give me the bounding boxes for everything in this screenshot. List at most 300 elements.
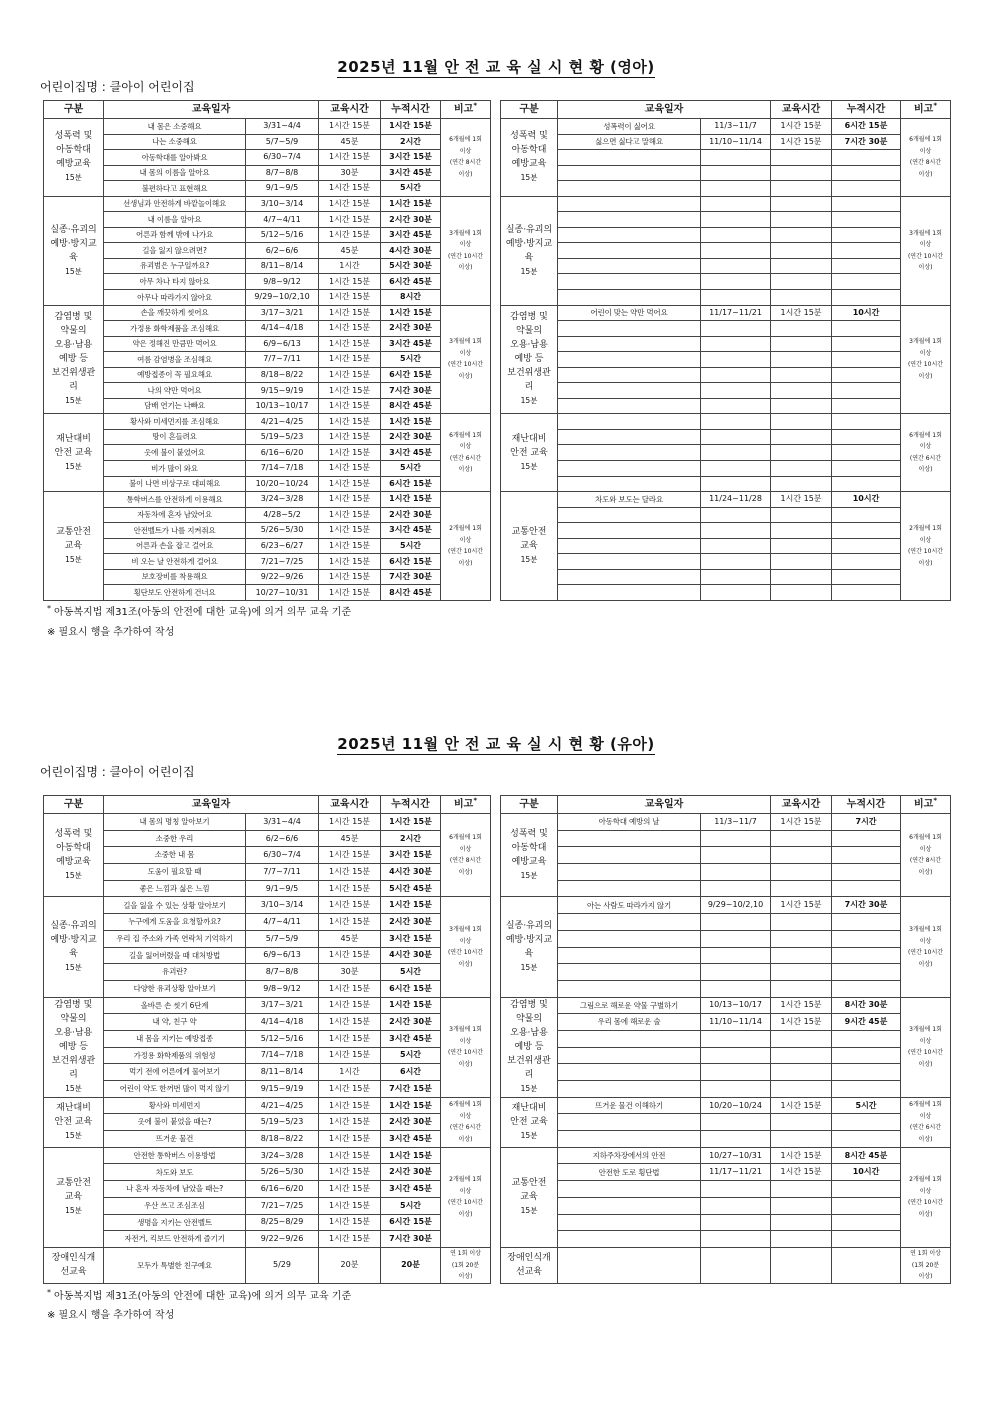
edu-date-cell: 5/26~5/30 [246, 1164, 319, 1181]
footnote-law [47, 1287, 352, 1303]
cumulative-time-cell [832, 476, 901, 492]
education-table-first-half [43, 100, 491, 601]
edu-time-cell [771, 290, 832, 306]
edu-name-cell [558, 227, 701, 243]
cumulative-time-cell: 7시간 30분 [832, 897, 901, 914]
table-row [44, 1081, 491, 1098]
edu-time-cell: 1시간 15분 [319, 290, 381, 306]
category-minutes: 15분 [520, 1206, 538, 1216]
table-row [44, 1097, 491, 1114]
edu-date-cell: 9/29~10/2,10 [701, 897, 771, 914]
edu-date-cell: 11/3~11/7 [701, 119, 771, 135]
edu-name-cell [558, 321, 701, 337]
edu-name-cell [558, 367, 701, 383]
table-row [44, 196, 491, 212]
table-row [501, 997, 951, 1014]
footnote-law-text: 아동복지법 제31조(아동의 안전에 대한 교육)에 의거 의무 교육 기준 [54, 1291, 352, 1302]
edu-date-cell [701, 445, 771, 461]
edu-date-cell: 9/8~9/12 [246, 274, 319, 290]
category-label: 재난대비 안전 교육 [54, 1103, 93, 1128]
table-header [44, 796, 491, 814]
category-cell [44, 997, 104, 1097]
edu-name-cell: 소중한 우리 [104, 830, 246, 847]
edu-name-cell: 차도와 보도 [104, 1164, 246, 1181]
cumulative-time-cell [832, 227, 901, 243]
table-row [44, 398, 491, 414]
edu-name-cell: 옷에 불이 붙었어요 [104, 445, 246, 461]
edu-date-cell [701, 1064, 771, 1081]
cumulative-time-cell: 1시간 15분 [381, 305, 441, 321]
edu-date-cell: 3/24~3/28 [246, 492, 319, 508]
table-row [44, 429, 491, 445]
cumulative-time-cell [832, 274, 901, 290]
edu-date-cell: 8/11~8/14 [246, 258, 319, 274]
edu-name-cell [558, 352, 701, 368]
header-note-label: 비고 [914, 103, 934, 115]
edu-time-cell: 1시간 15분 [319, 150, 381, 166]
edu-time-cell: 1시간 15분 [771, 997, 832, 1014]
edu-date-cell: 5/12~5/16 [246, 227, 319, 243]
edu-time-cell: 1시간 15분 [319, 305, 381, 321]
edu-date-cell [701, 461, 771, 477]
header-note [901, 796, 951, 814]
edu-date-cell: 6/30~7/4 [246, 150, 319, 166]
edu-time-cell [771, 930, 832, 947]
note-cell: 6개월에 1회 이상 (연간 8시간 이상) [441, 814, 491, 897]
edu-date-cell [701, 1247, 771, 1283]
edu-date-cell: 4/7~4/11 [246, 212, 319, 228]
edu-date-cell [701, 212, 771, 228]
table-row [44, 930, 491, 947]
edu-time-cell [771, 429, 832, 445]
category-label: 재난대비 안전 교육 [510, 1103, 548, 1128]
edu-name-cell: 약은 정해진 만큼만 먹어요 [104, 336, 246, 352]
edu-time-cell [771, 847, 832, 864]
edu-name-cell [558, 1114, 701, 1131]
table-row [44, 1114, 491, 1131]
edu-name-cell: 모두가 특별한 친구예요 [104, 1247, 246, 1283]
cumulative-time-cell [832, 830, 901, 847]
edu-name-cell: 비가 많이 와요 [104, 461, 246, 477]
cumulative-time-cell: 6시간 15분 [381, 367, 441, 383]
edu-name-cell [558, 1064, 701, 1081]
education-table-second-half [500, 100, 951, 601]
cumulative-time-cell: 1시간 15분 [381, 492, 441, 508]
note-cell: 6개월에 1회 이상 (연간 6시간 이상) [901, 1097, 951, 1147]
edu-time-cell [771, 1030, 832, 1047]
cumulative-time-cell: 7시간 30분 [832, 134, 901, 150]
cumulative-time-cell: 7시간 [832, 814, 901, 831]
edu-date-cell: 9/29~10/2,10 [246, 290, 319, 306]
edu-time-cell [771, 150, 832, 166]
edu-name-cell [558, 554, 701, 570]
category-minutes: 15분 [520, 963, 538, 972]
edu-time-cell [771, 476, 832, 492]
category-minutes: 15분 [520, 1084, 538, 1094]
note-cell: 6개월에 1회 이상 (연간 6시간 이상) [901, 414, 951, 492]
category-cell [44, 1097, 104, 1147]
edu-time-cell: 1시간 15분 [319, 1131, 381, 1148]
edu-time-cell [771, 165, 832, 181]
note-cell: 6개월에 1회 이상 (연간 6시간 이상) [441, 1097, 491, 1147]
cumulative-time-cell: 8시간 45분 [832, 1147, 901, 1164]
edu-name-cell: 어린이 약도 한꺼번 많이 먹지 않기 [104, 1081, 246, 1098]
edu-date-cell: 6/9~6/13 [246, 336, 319, 352]
table-row [44, 585, 491, 601]
cumulative-time-cell [832, 880, 901, 897]
edu-date-cell: 8/7~8/8 [246, 165, 319, 181]
cumulative-time-cell: 4시간 30분 [381, 864, 441, 881]
edu-name-cell: 소중한 내 몸 [104, 847, 246, 864]
table-row [501, 1197, 951, 1214]
cumulative-time-cell [832, 980, 901, 997]
table-row [44, 461, 491, 477]
table-row [501, 290, 951, 306]
note-cell: 3개월에 1회 이상 (연간 10시간 이상) [441, 196, 491, 305]
edu-time-cell: 30분 [319, 964, 381, 981]
table-row [44, 119, 491, 135]
table-row [501, 1147, 951, 1164]
edu-name-cell: 지하주차장에서의 안전 [558, 1147, 701, 1164]
edu-time-cell: 20분 [319, 1247, 381, 1283]
table-row [44, 864, 491, 881]
table-row [501, 964, 951, 981]
category-minutes: 15분 [65, 1084, 82, 1094]
edu-date-cell: 5/7~5/9 [246, 930, 319, 947]
header-category: 구분 [44, 101, 104, 119]
table-row [501, 383, 951, 399]
edu-time-cell [771, 196, 832, 212]
table-row [44, 538, 491, 554]
edu-name-cell: 안전한 통학버스 이용방법 [104, 1147, 246, 1164]
header-row [44, 796, 491, 814]
table-row [44, 947, 491, 964]
edu-time-cell [771, 964, 832, 981]
edu-date-cell: 9/22~9/26 [246, 569, 319, 585]
header-edu-date: 교육일자 [104, 796, 319, 814]
edu-name-cell [558, 1247, 701, 1283]
category-minutes: 15분 [520, 461, 538, 471]
center-name-line: 어린이집명 : 클아이 어린이집 [40, 765, 195, 779]
edu-time-cell: 1시간 15분 [319, 119, 381, 135]
edu-name-cell [558, 165, 701, 181]
edu-date-cell: 9/1~9/5 [246, 880, 319, 897]
edu-time-cell [771, 1214, 832, 1231]
category-label: 교통안전 교육 [511, 527, 547, 552]
edu-date-cell: 10/13~10/17 [246, 398, 319, 414]
edu-time-cell: 1시간 15분 [319, 1081, 381, 1098]
table-row [44, 830, 491, 847]
edu-date-cell [701, 1114, 771, 1131]
cumulative-time-cell: 1시간 15분 [381, 814, 441, 831]
header-row [44, 101, 491, 119]
edu-name-cell: 싫으면 싫다고 말해요 [558, 134, 701, 150]
cumulative-time-cell [832, 398, 901, 414]
edu-date-cell [701, 414, 771, 430]
cumulative-time-cell [832, 1197, 901, 1214]
report-title [0, 58, 992, 76]
education-table-first-half [43, 795, 491, 1284]
edu-name-cell: 옷에 불이 붙었을 때는? [104, 1114, 246, 1131]
edu-name-cell: 유괴범은 누구일까요? [104, 258, 246, 274]
cumulative-time-cell [832, 258, 901, 274]
table-row [44, 243, 491, 259]
edu-time-cell: 1시간 15분 [771, 897, 832, 914]
edu-date-cell [701, 258, 771, 274]
edu-date-cell [701, 227, 771, 243]
table-row [44, 880, 491, 897]
edu-date-cell: 3/31~4/4 [246, 119, 319, 135]
cumulative-time-cell [832, 554, 901, 570]
table-row [44, 258, 491, 274]
edu-date-cell: 4/21~4/25 [246, 414, 319, 430]
cumulative-time-cell [832, 847, 901, 864]
cumulative-time-cell: 3시간 15분 [381, 847, 441, 864]
edu-time-cell: 1시간 15분 [319, 398, 381, 414]
report-title [0, 735, 992, 753]
table-row [501, 196, 951, 212]
table-row [44, 476, 491, 492]
edu-name-cell: 뜨거운 물건 이해하기 [558, 1097, 701, 1114]
edu-name-cell: 내 몸의 이름을 알아요 [104, 165, 246, 181]
report-title-text: 2025년 11월 안 전 교 육 실 시 현 황 (유아) [337, 735, 655, 753]
cumulative-time-cell [832, 165, 901, 181]
edu-date-cell [701, 352, 771, 368]
edu-name-cell: 가정용 화학제품의 위험성 [104, 1047, 246, 1064]
edu-date-cell [701, 554, 771, 570]
edu-date-cell [701, 429, 771, 445]
cumulative-time-cell: 2시간 30분 [381, 914, 441, 931]
footnote-mark: * [47, 1287, 51, 1297]
edu-date-cell: 6/16~6/20 [246, 445, 319, 461]
category-cell [501, 414, 558, 492]
category-minutes: 15분 [65, 266, 82, 276]
edu-date-cell [701, 398, 771, 414]
edu-name-cell [558, 243, 701, 259]
edu-name-cell [558, 461, 701, 477]
edu-name-cell: 생명을 지키는 안전벨트 [104, 1214, 246, 1231]
category-label: 성폭력 및 아동학대 예방교육 [54, 829, 93, 868]
edu-name-cell [558, 830, 701, 847]
table-row [501, 830, 951, 847]
table-row [44, 165, 491, 181]
edu-time-cell: 1시간 [319, 1064, 381, 1081]
category-label: 감염병 및 약물의 오용·남용 예방 등 보건위생관 리 [507, 1000, 551, 1081]
edu-time-cell [771, 367, 832, 383]
cumulative-time-cell: 2시간 [381, 134, 441, 150]
edu-date-cell [701, 864, 771, 881]
edu-name-cell: 횡단보도 안전하게 건너요 [104, 585, 246, 601]
table-row [501, 1131, 951, 1148]
edu-time-cell: 1시간 15분 [319, 914, 381, 931]
edu-name-cell [558, 930, 701, 947]
edu-name-cell: 길을 잃을 수 있는 상황 알아보기 [104, 897, 246, 914]
cumulative-time-cell: 3시간 45분 [381, 1181, 441, 1198]
category-cell [501, 305, 558, 414]
edu-name-cell [558, 414, 701, 430]
note-cell: 3개월에 1회 이상 (연간 10시간 이상) [901, 305, 951, 414]
edu-time-cell: 45분 [319, 243, 381, 259]
edu-time-cell [771, 1047, 832, 1064]
edu-name-cell: 우리 몸에 해로운 술 [558, 1014, 701, 1031]
cumulative-time-cell: 5시간 [381, 461, 441, 477]
edu-name-cell: 보호장비를 착용해요 [104, 569, 246, 585]
edu-time-cell: 1시간 15분 [319, 947, 381, 964]
category-minutes: 15분 [65, 963, 82, 972]
cumulative-time-cell: 20분 [381, 1247, 441, 1283]
edu-time-cell [771, 585, 832, 601]
edu-date-cell [701, 367, 771, 383]
category-cell [44, 414, 104, 492]
edu-time-cell [771, 538, 832, 554]
edu-name-cell: 좋은 느낌과 싫은 느낌 [104, 880, 246, 897]
note-cell: 6개월에 1회 이상 (연간 8시간 이상) [901, 119, 951, 197]
cumulative-time-cell [832, 352, 901, 368]
edu-name-cell: 성폭력이 싫어요 [558, 119, 701, 135]
edu-time-cell [771, 507, 832, 523]
cumulative-time-cell [832, 290, 901, 306]
category-label: 실종·유괴의 예방·방지교 육 [50, 224, 97, 263]
edu-time-cell: 1시간 15분 [319, 814, 381, 831]
table-row [501, 1097, 951, 1114]
cumulative-time-cell: 3시간 45분 [381, 336, 441, 352]
cumulative-time-cell: 4시간 30분 [381, 243, 441, 259]
edu-name-cell: 어른과 손을 잡고 걸어요 [104, 538, 246, 554]
table-row [44, 321, 491, 337]
edu-name-cell: 나 혼자 자동차에 남았을 때는? [104, 1181, 246, 1198]
cumulative-time-cell [832, 1247, 901, 1283]
edu-date-cell [701, 321, 771, 337]
edu-time-cell [771, 414, 832, 430]
note-cell: 2개월에 1회 이상 (연간 10시간 이상) [441, 492, 491, 601]
table-row [44, 414, 491, 430]
category-cell [501, 997, 558, 1097]
edu-name-cell [558, 336, 701, 352]
edu-time-cell: 1시간 15분 [319, 847, 381, 864]
cumulative-time-cell: 7시간 30분 [381, 383, 441, 399]
table-row [44, 1231, 491, 1248]
edu-name-cell [558, 1047, 701, 1064]
edu-date-cell: 11/17~11/21 [701, 1164, 771, 1181]
footnote-add-rows: ※ 필요시 행을 추가하여 작성 [47, 627, 175, 638]
note-cell: 6개월에 1회 이상 (연간 6시간 이상) [441, 414, 491, 492]
edu-date-cell: 8/25~8/29 [246, 1214, 319, 1231]
header-edu-date: 교육일자 [104, 101, 319, 119]
table-row [44, 897, 491, 914]
edu-date-cell [701, 181, 771, 197]
edu-time-cell: 1시간 15분 [319, 1147, 381, 1164]
edu-name-cell [558, 398, 701, 414]
category-cell [44, 119, 104, 197]
table-row [501, 227, 951, 243]
edu-date-cell [701, 1081, 771, 1098]
cumulative-time-cell: 6시간 15분 [381, 1214, 441, 1231]
cumulative-time-cell [832, 461, 901, 477]
table-header [44, 101, 491, 119]
category-label: 재난대비 안전 교육 [510, 433, 548, 458]
table-row [501, 274, 951, 290]
category-minutes: 15분 [520, 555, 538, 565]
category-cell [44, 814, 104, 897]
edu-time-cell: 1시간 15분 [319, 461, 381, 477]
table-row [501, 585, 951, 601]
table-row [44, 212, 491, 228]
cumulative-time-cell [832, 569, 901, 585]
edu-name-cell: 아무나 따라가지 않아요 [104, 290, 246, 306]
edu-time-cell [771, 980, 832, 997]
edu-time-cell [771, 352, 832, 368]
edu-date-cell: 11/10~11/14 [701, 1014, 771, 1031]
note-cell: 3개월에 1회 이상 (연간 10시간 이상) [441, 897, 491, 997]
header-cumulative: 누적시간 [381, 796, 441, 814]
edu-time-cell: 1시간 15분 [771, 492, 832, 508]
edu-time-cell: 1시간 15분 [319, 1214, 381, 1231]
edu-name-cell: 차도와 보도는 달라요 [558, 492, 701, 508]
table-row [44, 336, 491, 352]
cumulative-time-cell: 4시간 30분 [381, 947, 441, 964]
edu-name-cell: 어른과 함께 밖에 나가요 [104, 227, 246, 243]
table-row [501, 1247, 951, 1283]
edu-time-cell [771, 554, 832, 570]
note-cell: 3개월에 1회 이상 (연간 10시간 이상) [441, 997, 491, 1097]
footnote-mark: * [473, 796, 478, 805]
table-row [44, 1131, 491, 1148]
edu-time-cell: 1시간 15분 [319, 274, 381, 290]
edu-date-cell: 6/2~6/6 [246, 830, 319, 847]
table-header [501, 796, 951, 814]
education-table-second-half [500, 795, 951, 1284]
edu-name-cell: 아동학대를 알아봐요 [104, 150, 246, 166]
edu-date-cell [701, 947, 771, 964]
header-edu-date: 교육일자 [558, 796, 771, 814]
table-body [501, 814, 951, 1284]
table-row [501, 1231, 951, 1248]
cumulative-time-cell [832, 1114, 901, 1131]
cumulative-time-cell [832, 383, 901, 399]
edu-time-cell: 1시간 15분 [319, 367, 381, 383]
edu-time-cell [771, 569, 832, 585]
footnote-mark: * [933, 796, 938, 805]
cumulative-time-cell: 10시간 [832, 492, 901, 508]
table-row [501, 1014, 951, 1031]
edu-name-cell: 안전한 도로 횡단법 [558, 1164, 701, 1181]
category-minutes: 15분 [65, 1206, 82, 1216]
table-row [44, 1014, 491, 1031]
edu-name-cell: 가정용 화학제품을 조심해요 [104, 321, 246, 337]
edu-name-cell [558, 445, 701, 461]
table-row [44, 181, 491, 197]
edu-time-cell: 1시간 15분 [319, 864, 381, 881]
edu-time-cell: 1시간 15분 [771, 119, 832, 135]
table-row [501, 134, 951, 150]
edu-date-cell: 9/15~9/19 [246, 1081, 319, 1098]
edu-date-cell [701, 274, 771, 290]
edu-name-cell: 나는 소중해요 [104, 134, 246, 150]
edu-date-cell [701, 569, 771, 585]
edu-name-cell: 자전거, 킥보드 안전하게 즐기기 [104, 1231, 246, 1248]
category-label: 성폭력 및 아동학대 예방교육 [510, 829, 548, 868]
edu-name-cell: 올바른 손 씻기 6단계 [104, 997, 246, 1014]
edu-time-cell: 1시간 15분 [319, 997, 381, 1014]
table-row [44, 523, 491, 539]
cumulative-time-cell: 1시간 15분 [381, 997, 441, 1014]
edu-date-cell [701, 585, 771, 601]
footnote-law [47, 603, 352, 619]
table-row [501, 305, 951, 321]
header-note-label: 비고 [914, 798, 934, 810]
cumulative-time-cell: 2시간 30분 [381, 1164, 441, 1181]
cumulative-time-cell [832, 864, 901, 881]
